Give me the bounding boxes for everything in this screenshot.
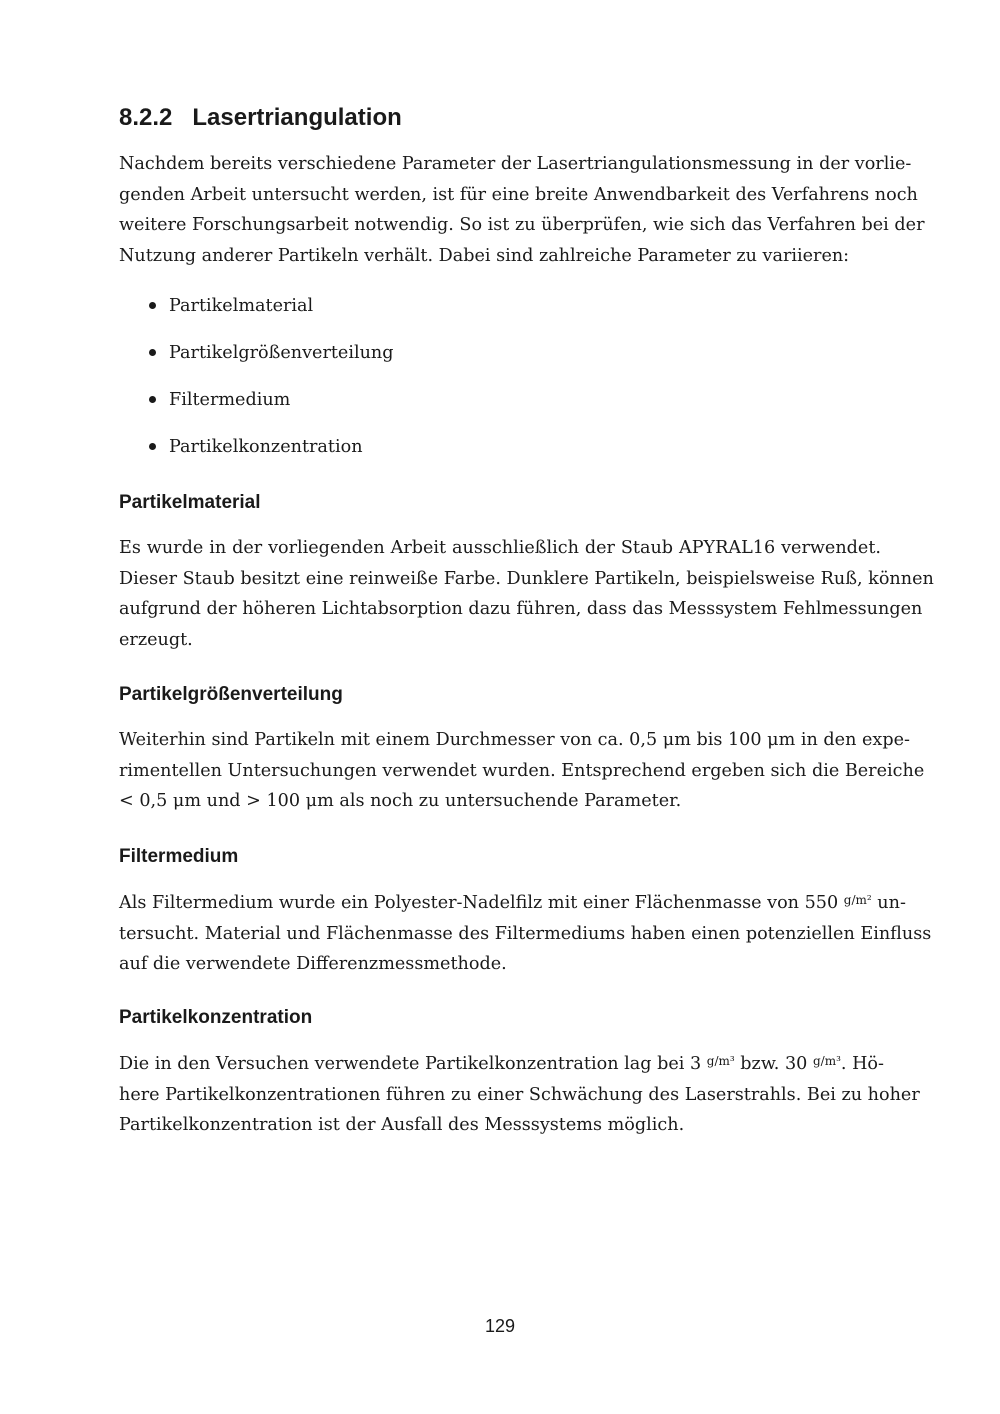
subheading-partikelmaterial: Partikelmaterial bbox=[119, 492, 261, 513]
text-line: Dieser Staub besitzt eine reinweiße Farbe. Dunklere Partikeln, beispielsweise Ruß, können bbox=[119, 568, 934, 589]
text-line: Es wurde in der vorliegenden Arbeit ausschließlich der Staub APYRAL16 verwendet. bbox=[119, 538, 881, 558]
bullet-icon bbox=[149, 349, 156, 356]
section-heading bbox=[119, 104, 402, 132]
text-line: weitere Forschungsarbeit notwendig. So ist zu überprüfen, wie sich das Verfahren bei der bbox=[119, 215, 925, 235]
text-line: Die in den Versuchen verwendete Partikelkonzentration lag bei 3 $^{g/m^3}$ bzw. 30 $^{g/m^3}$. Hö- bbox=[119, 1054, 884, 1074]
text-line: erzeugt. bbox=[119, 629, 193, 650]
list-item: Partikelkonzentration bbox=[119, 433, 819, 480]
bullet-icon bbox=[149, 396, 156, 403]
subheading-filtermedium: Filtermedium bbox=[119, 846, 239, 867]
konz-paragraph bbox=[119, 1046, 920, 1141]
list-item: Filtermedium bbox=[119, 386, 819, 433]
parameter-list bbox=[119, 292, 819, 480]
text-line: tersucht. Material und Flächenmasse des Filtermediums haben einen potenziellen Einfluss bbox=[119, 923, 932, 944]
page-number: 129 bbox=[484, 1316, 516, 1336]
groesse-paragraph bbox=[119, 725, 925, 817]
subheading-partikelgroessenverteilung: Partikelgrößenverteilung bbox=[119, 684, 343, 705]
text-line: Als Filtermedium wurde ein Polyester-Nadelfilz mit einer Flächenmasse von 550 $^{g/m^2}$ un- bbox=[119, 893, 906, 913]
text-line: rimentellen Untersuchungen verwendet wurden. Entsprechend ergeben sich die Bereiche bbox=[119, 760, 925, 781]
unit-label: g/m² bbox=[843, 893, 872, 907]
unit-label: g/m³ bbox=[812, 1054, 841, 1068]
list-item: Partikelmaterial bbox=[119, 292, 819, 339]
bullet-icon bbox=[149, 443, 156, 450]
material-paragraph bbox=[119, 533, 934, 655]
bullet-icon bbox=[149, 302, 156, 309]
filter-paragraph bbox=[119, 885, 932, 980]
text-line: < 0,5 μm und > 100 μm als noch zu untersuchende Parameter. bbox=[119, 791, 682, 811]
intro-paragraph bbox=[119, 149, 925, 271]
text-line: Nachdem bereits verschiedene Parameter der Lasertriangulationsmessung in der vorlie- bbox=[119, 154, 912, 174]
text-line: Partikelkonzentration ist der Ausfall des Messsystems möglich. bbox=[119, 1115, 685, 1135]
list-item: Partikelgrößenverteilung bbox=[119, 339, 819, 386]
text-line: here Partikelkonzentrationen führen zu einer Schwächung des Laserstrahls. Bei zu hoher bbox=[119, 1084, 920, 1105]
section-number: 8.2.2 bbox=[119, 104, 173, 131]
text-line: Weiterhin sind Partikeln mit einem Durchmesser von ca. 0,5 μm bis 100 μm in den expe- bbox=[119, 730, 910, 750]
section-title: Lasertriangulation bbox=[192, 104, 402, 131]
text-line: auf die verwendete Differenzmessmethode. bbox=[119, 954, 507, 974]
text-line: aufgrund der höheren Lichtabsorption dazu führen, dass das Messsystem Fehlmessungen bbox=[119, 599, 923, 619]
text-line: Nutzung anderer Partikeln verhält. Dabei sind zahlreiche Parameter zu variieren: bbox=[119, 245, 850, 266]
subheading-partikelkonzentration: Partikelkonzentration bbox=[119, 1007, 313, 1028]
text-line: genden Arbeit untersucht werden, ist für eine breite Anwendbarkeit des Verfahrens noch bbox=[119, 184, 918, 205]
unit-label: g/m³ bbox=[706, 1054, 735, 1068]
